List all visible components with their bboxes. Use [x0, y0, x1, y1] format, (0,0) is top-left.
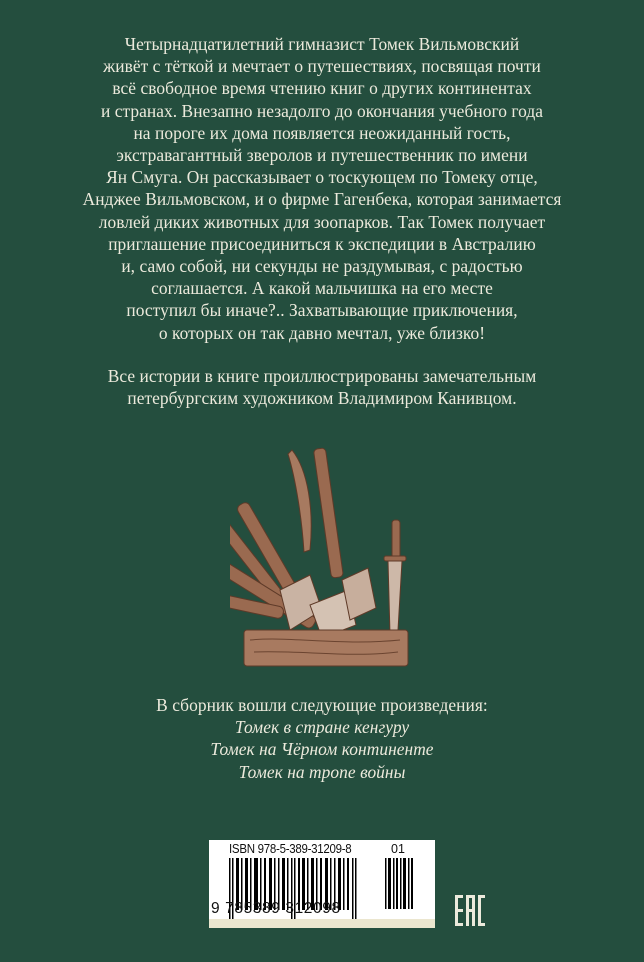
illustrator-note	[60, 365, 584, 409]
description-line: о которых он так давно мечтал, уже близко!	[158, 322, 486, 343]
isbn-label: ISBN 978-5-389-31209-8	[229, 842, 352, 856]
weapons-illustration	[230, 440, 416, 672]
collection-title: Томек на тропе войны	[238, 761, 406, 782]
isbn-barcode	[209, 840, 435, 928]
description-line: всё свободное время чтению книг о других континентах	[112, 78, 532, 99]
description-line: соглашается. А какой мальчишка на его месте	[151, 278, 493, 299]
description-line: и странах. Внезапно незадолго до окончания учебного года	[100, 100, 544, 121]
description-line: живёт с тёткой и мечтает о путешествиях, посвящая почти	[103, 56, 541, 77]
barcode-addon-bars	[385, 858, 413, 909]
description-line: экстравагантный зверолов и путешественник по имени	[116, 145, 528, 166]
collection-heading: В сборник вошли следующие произведения:	[156, 695, 488, 715]
description-line: и, само собой, ни секунды не раздумывая, с радостью	[121, 256, 523, 277]
description-line: Анджее Вильмовском, и о фирме Гагенбека, которая занимается	[82, 189, 562, 210]
book-description	[60, 33, 584, 344]
barcode-addon-label: 01	[391, 842, 405, 856]
description-line: поступил бы иначе?.. Захватывающие приключения,	[126, 300, 518, 321]
description-line: на пороге их дома появляется неожиданный гость,	[133, 122, 511, 143]
description-line: приглашение присоединиться к экспедиции в Австралию	[108, 233, 536, 254]
illustrator-note-line: петербургским художником Владимиром Канивцом.	[127, 388, 517, 409]
collection-title: Томек на Чёрном континенте	[210, 739, 434, 760]
barcode-digits: 9 785389 312098	[211, 900, 341, 917]
collection-contents	[60, 694, 584, 783]
eac-certification-icon	[455, 895, 485, 926]
collection-title: Томек в стране кенгуру	[234, 717, 410, 738]
illustrator-note-line: Все истории в книге проиллюстрированы замечательным	[107, 366, 537, 386]
description-line: ловлей диких животных для зоопарков. Так Томек получает	[98, 211, 546, 232]
barcode-strip	[209, 919, 435, 928]
description-line: Ян Смуга. Он рассказывает о тоскующем по Томеку отце,	[106, 167, 538, 188]
description-line: Четырнадцатилетний гимназист Томек Вильмовский	[124, 34, 520, 54]
